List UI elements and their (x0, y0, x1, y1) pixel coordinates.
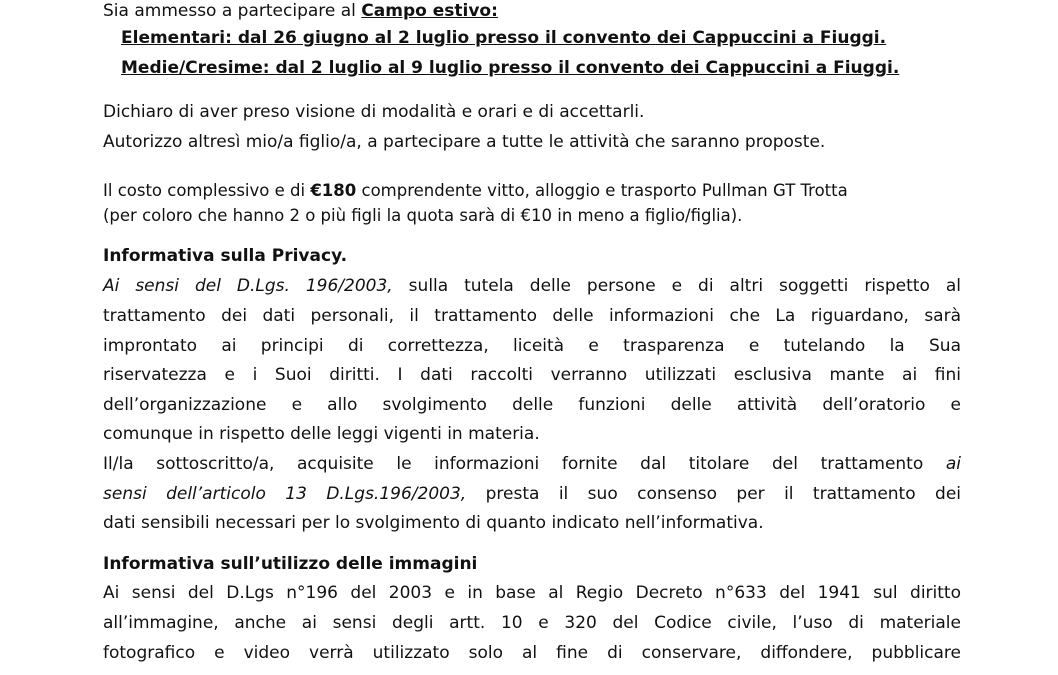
privacy-p1-rest: sulla tutela delle persone e di altri soggetti rispetto al (392, 276, 961, 296)
camp-label: Campo estivo: (361, 1, 498, 21)
cost-line-2: (per coloro che hanno 2 o più figli la quota sarà di €10 in meno a figlio/figlia). (103, 206, 743, 225)
images-line-2: all’immagine, anche ai sensi degli artt. 10 e 320 del Codice civile, l’uso di materiale (103, 613, 961, 633)
medie-dates: Medie/Cresime: dal 2 luglio al 9 luglio presso il convento dei Cappuccini a Fiuggi. (121, 58, 900, 78)
declaration-line-2: Autorizzo altresì mio/a figlio/a, a partecipare a tutte le attività che saranno proposte. (103, 132, 826, 152)
privacy-p1-line-3: improntato ai principi di correttezza, liceità e trasparenza e tutelando la Sua (103, 336, 961, 356)
privacy-p1-line-5: dell’organizzazione e allo svolgimento delle funzioni delle attività dell’oratorio e (103, 395, 961, 415)
admission-line (103, 0, 498, 22)
declaration-line-1: Dichiaro di aver preso visione di modalità e orari e di accettarli. (103, 102, 645, 122)
privacy-p1-line-4: riservatezza e i Suoi diritti. I dati raccolti verranno utilizzati esclusiva mante ai fini (103, 365, 961, 385)
privacy-law-ref: Ai sensi del D.Lgs. 196/2003, (103, 276, 393, 296)
elementari-dates: Elementari: dal 26 giugno al 2 luglio presso il convento dei Cappuccini a Fiuggi. (121, 28, 887, 48)
privacy-p2-line-3: dati sensibili necessari per lo svolgimento di quanto indicato nell’informativa. (103, 513, 764, 533)
cost-suffix: comprendente vitto, alloggio e trasporto Pullman GT Trotta (356, 181, 848, 200)
images-title: Informativa sull’utilizzo delle immagini (103, 554, 478, 574)
images-line-3: fotografico e video verrà utilizzato solo al fine di conservare, diffondere, pubblicare (103, 643, 961, 663)
privacy-p1-line-6: comunque in rispetto delle leggi vigenti in materia. (103, 424, 540, 444)
privacy-p2-start: Il/la sottoscritto/a, acquisite le informazioni fornite dal titolare del trattamento (103, 454, 946, 474)
privacy-p2-law-ref: sensi dell’articolo 13 D.Lgs.196/2003, (103, 484, 467, 504)
privacy-p2-line-1 (103, 453, 961, 475)
images-line-1: Ai sensi del D.Lgs n°196 del 2003 e in base al Regio Decreto n°633 del 1941 sul diritto (103, 583, 961, 603)
privacy-p2-line-2 (103, 483, 961, 505)
cost-prefix: Il costo complessivo e di (103, 181, 311, 200)
cost-line-1 (103, 180, 848, 202)
admission-prefix: Sia ammesso a partecipare al (103, 1, 362, 21)
privacy-p2-italic-ai: ai (945, 454, 961, 474)
cost-amount: €180 (310, 181, 357, 200)
privacy-p1-line-1 (103, 275, 961, 297)
privacy-p2-rest: presta il suo consenso per il trattamento dei (466, 484, 962, 504)
privacy-p1-line-2: trattamento dei dati personali, il trattamento delle informazioni che La riguardano, sarà (103, 306, 961, 326)
privacy-title: Informativa sulla Privacy. (103, 246, 348, 266)
